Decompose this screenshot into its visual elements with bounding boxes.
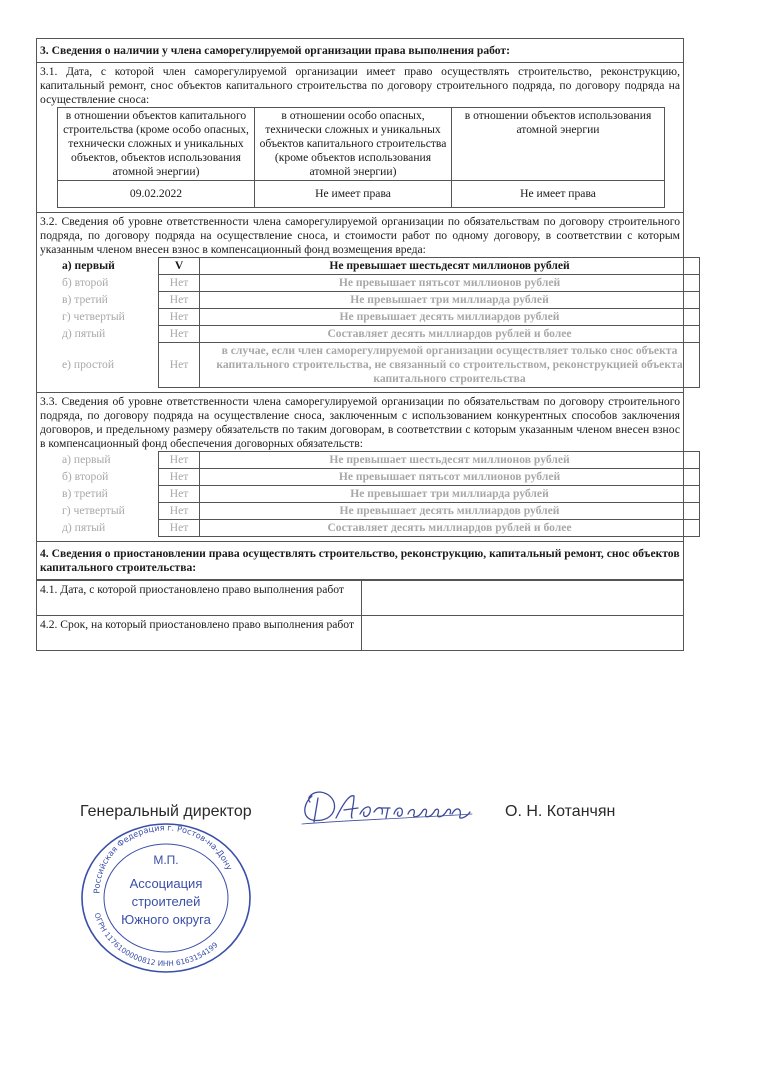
- stamp-mp: М.П.: [153, 853, 179, 867]
- paragraph-3-3: 3.3. Сведения об уровне ответственности члена саморегулируемой организации по обязательствам по договору строительного подряда, по договору подряда на осуществление сноса, заключенным с использованием конкурентных способов заключения договоров, и предельному размеру обязательств по таким договорам, в соответствии с которым указанным членом внесен взнос в компенсационный фонд обеспечения договорных обязательств:: [40, 395, 680, 450]
- organization-stamp: [78, 818, 253, 973]
- block-3-1: [37, 63, 683, 213]
- level-mark: Нет: [159, 520, 200, 537]
- level-mark: Нет: [159, 343, 200, 388]
- level-name: а) первый: [62, 259, 115, 272]
- level-desc: Не превышает пятьсот миллионов рублей: [200, 469, 700, 486]
- level-desc: Не превышает шестьдесят миллионов рублей: [200, 452, 700, 469]
- level-name: б) второй: [62, 276, 109, 289]
- t31-value-3: Не имеет права: [452, 181, 665, 208]
- levels-3-2-table: [57, 257, 700, 388]
- level-mark: Нет: [159, 309, 200, 326]
- level-row: [57, 275, 700, 292]
- section-3: [36, 38, 684, 580]
- level-mark: Нет: [159, 292, 200, 309]
- level-desc: Составляет десять миллиардов рублей и более: [200, 326, 700, 343]
- stamp-org-line: строителей: [131, 894, 201, 909]
- t31-header-1: в отношении объектов капитального строительства (кроме особо опасных, технически сложных и уникальных объектов, объектов использования атомной энергии): [58, 108, 255, 181]
- level-mark: Нет: [159, 486, 200, 503]
- level-desc: в случае, если член саморегулируемой организации осуществляет только снос объекта капитального строительства, не связанный со строительством, реконструкцией объекта капитального строительства: [200, 343, 700, 388]
- level-mark: Нет: [159, 275, 200, 292]
- level-mark: Нет: [159, 452, 200, 469]
- section-4-title: 4. Сведения о приостановлении права осуществлять строительство, реконструкцию, капитальный ремонт, снос объектов капитального строительства:: [37, 542, 683, 580]
- stamp-org-line: Ассоциация: [129, 876, 203, 891]
- level-name: г) четвертый: [62, 504, 125, 517]
- t31-header-2: в отношении особо опасных, технически сложных и уникальных объектов капитального строительства (кроме объектов использования атомной энергии): [255, 108, 452, 181]
- section-4-value: [362, 581, 684, 616]
- director-position: Генеральный директор: [80, 803, 252, 820]
- t31-value-1: 09.02.2022: [58, 181, 255, 208]
- section-4-label: 4.1. Дата, с которой приостановлено право выполнения работ: [37, 581, 362, 616]
- level-row: [57, 258, 700, 275]
- level-row: [57, 486, 700, 503]
- stamp-ring-text: Российская Федерация г. Ростов-на-Дону: [91, 822, 235, 894]
- section-4-value: [362, 616, 684, 651]
- level-row: [57, 343, 700, 388]
- section-4-row: [37, 616, 684, 651]
- level-row: [57, 309, 700, 326]
- document-page: [36, 38, 684, 651]
- level-desc: Не превышает шестьдесят миллионов рублей: [200, 258, 700, 275]
- block-3-3: [37, 393, 683, 542]
- level-mark: Нет: [159, 503, 200, 520]
- level-desc: Не превышает десять миллиардов рублей: [200, 503, 700, 520]
- level-row: [57, 520, 700, 537]
- table-3-1-value-row: [58, 181, 665, 208]
- director-name: О. Н. Котанчян: [505, 803, 616, 820]
- table-3-1-header-row: [58, 108, 665, 181]
- level-desc: Не превышает пятьсот миллионов рублей: [200, 275, 700, 292]
- stamp-org-line: Южного округа: [121, 912, 211, 927]
- paragraph-3-2: 3.2. Сведения об уровне ответственности члена саморегулируемой организации по обязательствам по договору строительного подряда, по договору подряда на осуществление сноса, и стоимости работ по одному договору, в соответствии с которым указанным членом внесен взнос в компенсационный фонд возмещения вреда:: [40, 215, 680, 256]
- level-name: е) простой: [62, 358, 115, 371]
- level-mark: V: [159, 258, 200, 275]
- level-row: [57, 326, 700, 343]
- level-row: [57, 469, 700, 486]
- level-name: в) третий: [62, 293, 108, 306]
- level-row: [57, 452, 700, 469]
- section-3-title: 3. Сведения о наличии у члена саморегулируемой организации права выполнения работ:: [37, 39, 683, 63]
- level-desc: Составляет десять миллиардов рублей и более: [200, 520, 700, 537]
- t31-header-3: в отношении объектов использования атомной энергии: [452, 108, 665, 181]
- level-name: г) четвертый: [62, 310, 125, 323]
- section-4-row: [37, 581, 684, 616]
- level-mark: Нет: [159, 469, 200, 486]
- level-row: [57, 503, 700, 520]
- t31-value-2: Не имеет права: [255, 181, 452, 208]
- stamp-ring-text-bottom: ОГРН 1176100000812 ИНН 6163154199: [92, 911, 220, 969]
- level-row: [57, 292, 700, 309]
- level-name: б) второй: [62, 470, 109, 483]
- block-3-2: [37, 213, 683, 393]
- level-name: д) пятый: [62, 327, 106, 340]
- paragraph-3-1: 3.1. Дата, с которой член саморегулируемой организации имеет право осуществлять строительство, реконструкцию, капитальный ремонт, снос объектов капитального строительства по договору строительного подряда, по договору подряда на осуществление сноса:: [40, 65, 680, 106]
- level-desc: Не превышает десять миллиардов рублей: [200, 309, 700, 326]
- level-desc: Не превышает три миллиарда рублей: [200, 486, 700, 503]
- level-name: а) первый: [62, 453, 111, 466]
- section-4-label: 4.2. Срок, на который приостановлено право выполнения работ: [37, 616, 362, 651]
- levels-3-3-table: [57, 451, 700, 537]
- handwritten-signature: [292, 784, 482, 834]
- level-mark: Нет: [159, 326, 200, 343]
- level-name: в) третий: [62, 487, 108, 500]
- section-4-table: [36, 580, 684, 651]
- level-name: д) пятый: [62, 521, 106, 534]
- level-desc: Не превышает три миллиарда рублей: [200, 292, 700, 309]
- table-3-1: [57, 107, 665, 208]
